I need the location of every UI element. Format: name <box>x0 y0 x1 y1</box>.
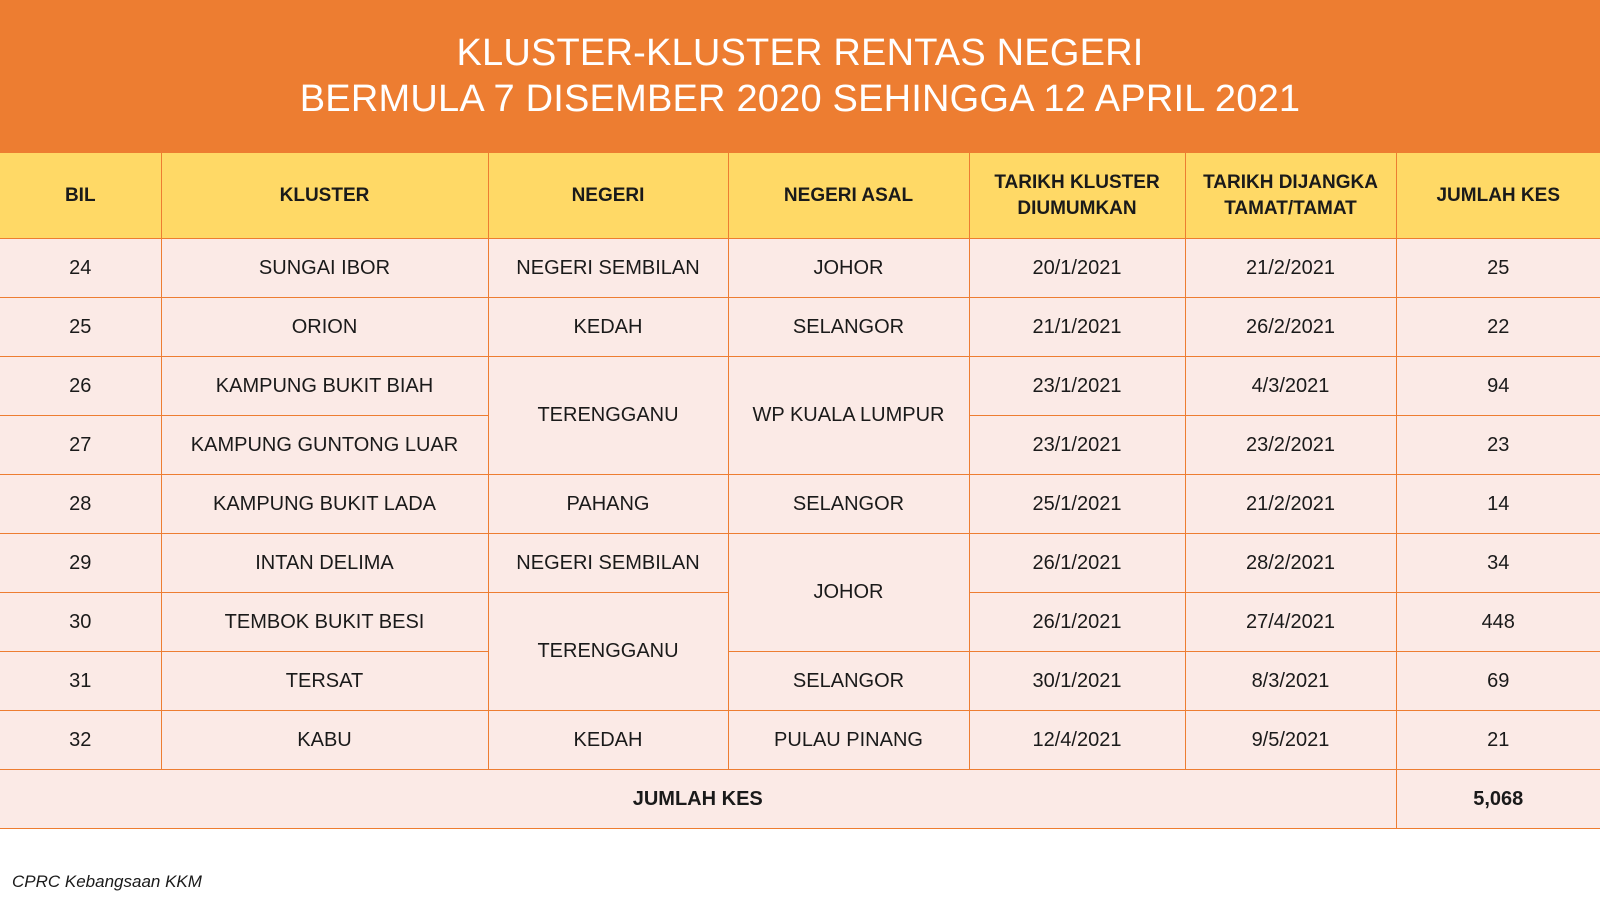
title-line-1: KLUSTER-KLUSTER RENTAS NEGERI <box>456 32 1144 74</box>
header-tarikh-tamat-line-1: TARIKH DIJANGKA <box>1203 171 1378 193</box>
cell-bil: 31 <box>0 652 161 711</box>
table-header-row <box>0 153 1600 239</box>
cell-kluster: TERSAT <box>161 652 488 711</box>
header-tarikh-diumumkan-line-2: DIUMUMKAN <box>1017 197 1137 219</box>
table-row <box>0 475 1600 534</box>
cell-negeri-asal: PULAU PINANG <box>728 711 969 770</box>
cell-tarikh-tamat: 4/3/2021 <box>1185 357 1396 416</box>
cell-tarikh-tamat: 21/2/2021 <box>1185 239 1396 298</box>
cell-tarikh-diumumkan: 26/1/2021 <box>969 593 1185 652</box>
cell-jumlah-kes: 94 <box>1396 357 1600 416</box>
header-bil: BIL <box>0 153 161 239</box>
cell-tarikh-diumumkan: 12/4/2021 <box>969 711 1185 770</box>
cell-bil: 30 <box>0 593 161 652</box>
table-row <box>0 534 1600 593</box>
cell-tarikh-diumumkan: 23/1/2021 <box>969 416 1185 475</box>
cell-jumlah-kes: 448 <box>1396 593 1600 652</box>
cell-negeri: KEDAH <box>488 711 728 770</box>
cell-bil: 26 <box>0 357 161 416</box>
cell-tarikh-tamat: 27/4/2021 <box>1185 593 1396 652</box>
cell-jumlah-kes: 69 <box>1396 652 1600 711</box>
cell-jumlah-kes: 23 <box>1396 416 1600 475</box>
cell-negeri-asal: SELANGOR <box>728 652 969 711</box>
cell-kluster: INTAN DELIMA <box>161 534 488 593</box>
table-row <box>0 298 1600 357</box>
cell-bil: 32 <box>0 711 161 770</box>
cell-negeri-asal: SELANGOR <box>728 298 969 357</box>
cell-negeri-asal: JOHOR <box>728 239 969 298</box>
cell-kluster: KAMPUNG BUKIT BIAH <box>161 357 488 416</box>
cell-negeri: KEDAH <box>488 298 728 357</box>
title-line-2: BERMULA 7 DISEMBER 2020 SEHINGGA 12 APRIL 2021 <box>299 78 1301 120</box>
cell-bil: 28 <box>0 475 161 534</box>
cell-kluster: SUNGAI IBOR <box>161 239 488 298</box>
cell-tarikh-diumumkan: 20/1/2021 <box>969 239 1185 298</box>
total-row <box>0 770 1600 829</box>
cell-kluster: KABU <box>161 711 488 770</box>
cell-tarikh-tamat: 21/2/2021 <box>1185 475 1396 534</box>
cell-negeri: NEGERI SEMBILAN <box>488 239 728 298</box>
cell-tarikh-tamat: 28/2/2021 <box>1185 534 1396 593</box>
header-tarikh-tamat-line-2: TAMAT/TAMAT <box>1224 197 1357 219</box>
source-credit: CPRC Kebangsaan KKM <box>12 872 202 891</box>
cell-tarikh-diumumkan: 26/1/2021 <box>969 534 1185 593</box>
cell-jumlah-kes: 34 <box>1396 534 1600 593</box>
table-row <box>0 357 1600 416</box>
cell-tarikh-diumumkan: 30/1/2021 <box>969 652 1185 711</box>
header-negeri-asal: NEGERI ASAL <box>728 153 969 239</box>
cell-tarikh-tamat: 26/2/2021 <box>1185 298 1396 357</box>
cell-tarikh-tamat: 8/3/2021 <box>1185 652 1396 711</box>
header-tarikh-diumumkan <box>969 153 1185 239</box>
cell-negeri: PAHANG <box>488 475 728 534</box>
cell-bil: 27 <box>0 416 161 475</box>
table-row <box>0 652 1600 711</box>
cell-tarikh-diumumkan: 21/1/2021 <box>969 298 1185 357</box>
cell-jumlah-kes: 21 <box>1396 711 1600 770</box>
header-negeri: NEGERI <box>488 153 728 239</box>
cell-tarikh-diumumkan: 25/1/2021 <box>969 475 1185 534</box>
cell-negeri: TERENGGANU <box>488 357 728 475</box>
cell-kluster: KAMPUNG BUKIT LADA <box>161 475 488 534</box>
cell-bil: 24 <box>0 239 161 298</box>
title-banner <box>0 0 1600 152</box>
header-kluster: KLUSTER <box>161 153 488 239</box>
cluster-table <box>0 152 1600 829</box>
cell-jumlah-kes: 25 <box>1396 239 1600 298</box>
header-tarikh-diumumkan-line-1: TARIKH KLUSTER <box>994 171 1160 193</box>
cell-tarikh-diumumkan: 23/1/2021 <box>969 357 1185 416</box>
cell-bil: 25 <box>0 298 161 357</box>
cell-jumlah-kes: 22 <box>1396 298 1600 357</box>
cell-negeri: NEGERI SEMBILAN <box>488 534 728 593</box>
total-label: JUMLAH KES <box>0 770 1396 829</box>
cell-tarikh-tamat: 9/5/2021 <box>1185 711 1396 770</box>
cell-negeri: TERENGGANU <box>488 593 728 711</box>
cell-tarikh-tamat: 23/2/2021 <box>1185 416 1396 475</box>
cell-negeri-asal: JOHOR <box>728 534 969 652</box>
total-value: 5,068 <box>1396 770 1600 829</box>
header-tarikh-tamat <box>1185 153 1396 239</box>
table-row <box>0 239 1600 298</box>
cell-negeri-asal: WP KUALA LUMPUR <box>728 357 969 475</box>
cell-kluster: TEMBOK BUKIT BESI <box>161 593 488 652</box>
cell-jumlah-kes: 14 <box>1396 475 1600 534</box>
cell-bil: 29 <box>0 534 161 593</box>
header-jumlah-kes: JUMLAH KES <box>1396 153 1600 239</box>
table-row <box>0 711 1600 770</box>
cell-kluster: KAMPUNG GUNTONG LUAR <box>161 416 488 475</box>
cell-kluster: ORION <box>161 298 488 357</box>
cell-negeri-asal: SELANGOR <box>728 475 969 534</box>
